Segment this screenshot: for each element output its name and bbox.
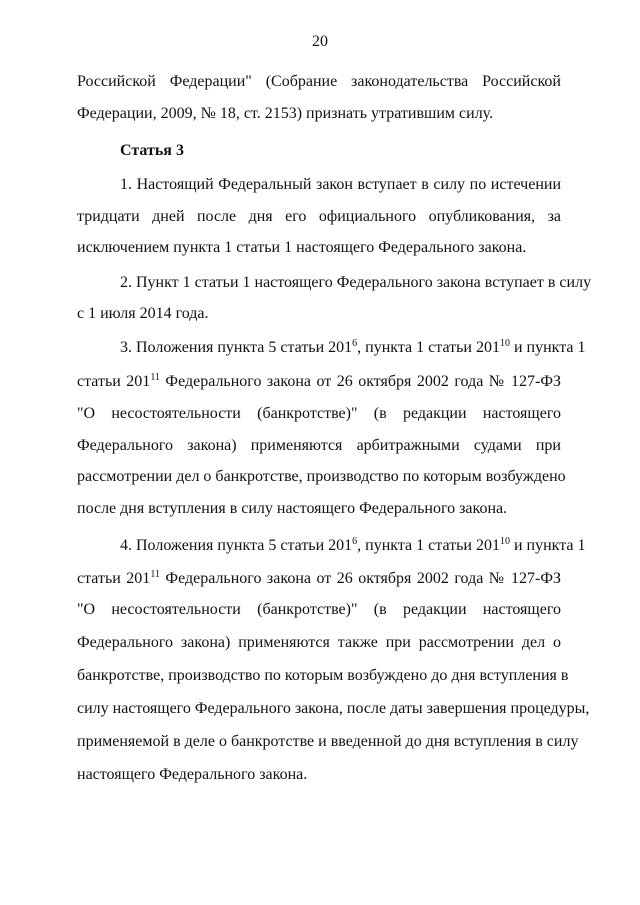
article-heading: Статья 3 — [120, 142, 184, 159]
text-line — [120, 338, 586, 358]
text-line: 2. Пункт 1 статьи 1 настоящего Федерального закона вступает в силу — [120, 274, 592, 291]
text-line: Российской Федерации" (Собрание законодательства Российской — [77, 73, 561, 90]
text-line: рассмотрении дел о банкротстве, производство по которым возбуждено — [77, 468, 566, 485]
superscript: 11 — [150, 569, 160, 580]
text-line: с 1 июля 2014 года. — [77, 305, 209, 322]
text-line: настоящего Федерального закона. — [77, 766, 308, 783]
text-line: силу настоящего Федерального закона, после даты завершения процедуры, — [77, 700, 590, 717]
text-run: Федерального закона от 26 октября 2002 года № 127-ФЗ — [159, 373, 562, 390]
text-line — [77, 372, 561, 392]
text-run: статьи 201 — [77, 570, 151, 587]
text-run: 4. Положения пункта 5 статьи 201 — [120, 537, 353, 554]
text-line: Федерального закона) применяются также при рассмотрении дел о — [77, 634, 561, 651]
superscript: 10 — [499, 338, 510, 349]
text-line: банкротстве, производство по которым возбуждено до дня вступления в — [77, 667, 569, 684]
superscript: 10 — [499, 536, 510, 547]
text-line: "О несостоятельности (банкротстве)" (в редакции настоящего — [77, 405, 561, 422]
text-line — [77, 569, 561, 589]
text-line: тридцати дней после дня его официального опубликования, за — [77, 208, 561, 225]
text-run: 3. Положения пункта 5 статьи 201 — [120, 339, 353, 356]
superscript: 6 — [352, 338, 358, 349]
text-run: , пункта 1 статьи 201 — [357, 339, 500, 356]
text-line: Федерального закона) применяются арбитражными судами при — [77, 437, 561, 454]
text-line: исключением пункта 1 статьи 1 настоящего Федерального закона. — [77, 239, 527, 256]
text-line: 1. Настоящий Федеральный закон вступает в силу по истечении — [120, 176, 561, 193]
text-run: статьи 201 — [77, 373, 151, 390]
page-number: 20 — [312, 33, 328, 50]
superscript: 11 — [150, 372, 160, 383]
text-line: "О несостоятельности (банкротстве)" (в редакции настоящего — [77, 601, 561, 618]
text-run: Федерального закона от 26 октября 2002 года № 127-ФЗ — [159, 570, 562, 587]
text-line: применяемой в деле о банкротстве и введенной до дня вступления в силу — [77, 733, 579, 750]
text-line: после дня вступления в силу настоящего Федерального закона. — [77, 500, 508, 517]
text-run: и пункта 1 — [509, 537, 586, 554]
superscript: 6 — [352, 536, 358, 547]
text-run: и пункта 1 — [509, 339, 586, 356]
text-line — [120, 536, 586, 556]
text-run: , пункта 1 статьи 201 — [357, 537, 500, 554]
text-line: Федерации, 2009, № 18, ст. 2153) признать утратившим силу. — [77, 105, 494, 122]
